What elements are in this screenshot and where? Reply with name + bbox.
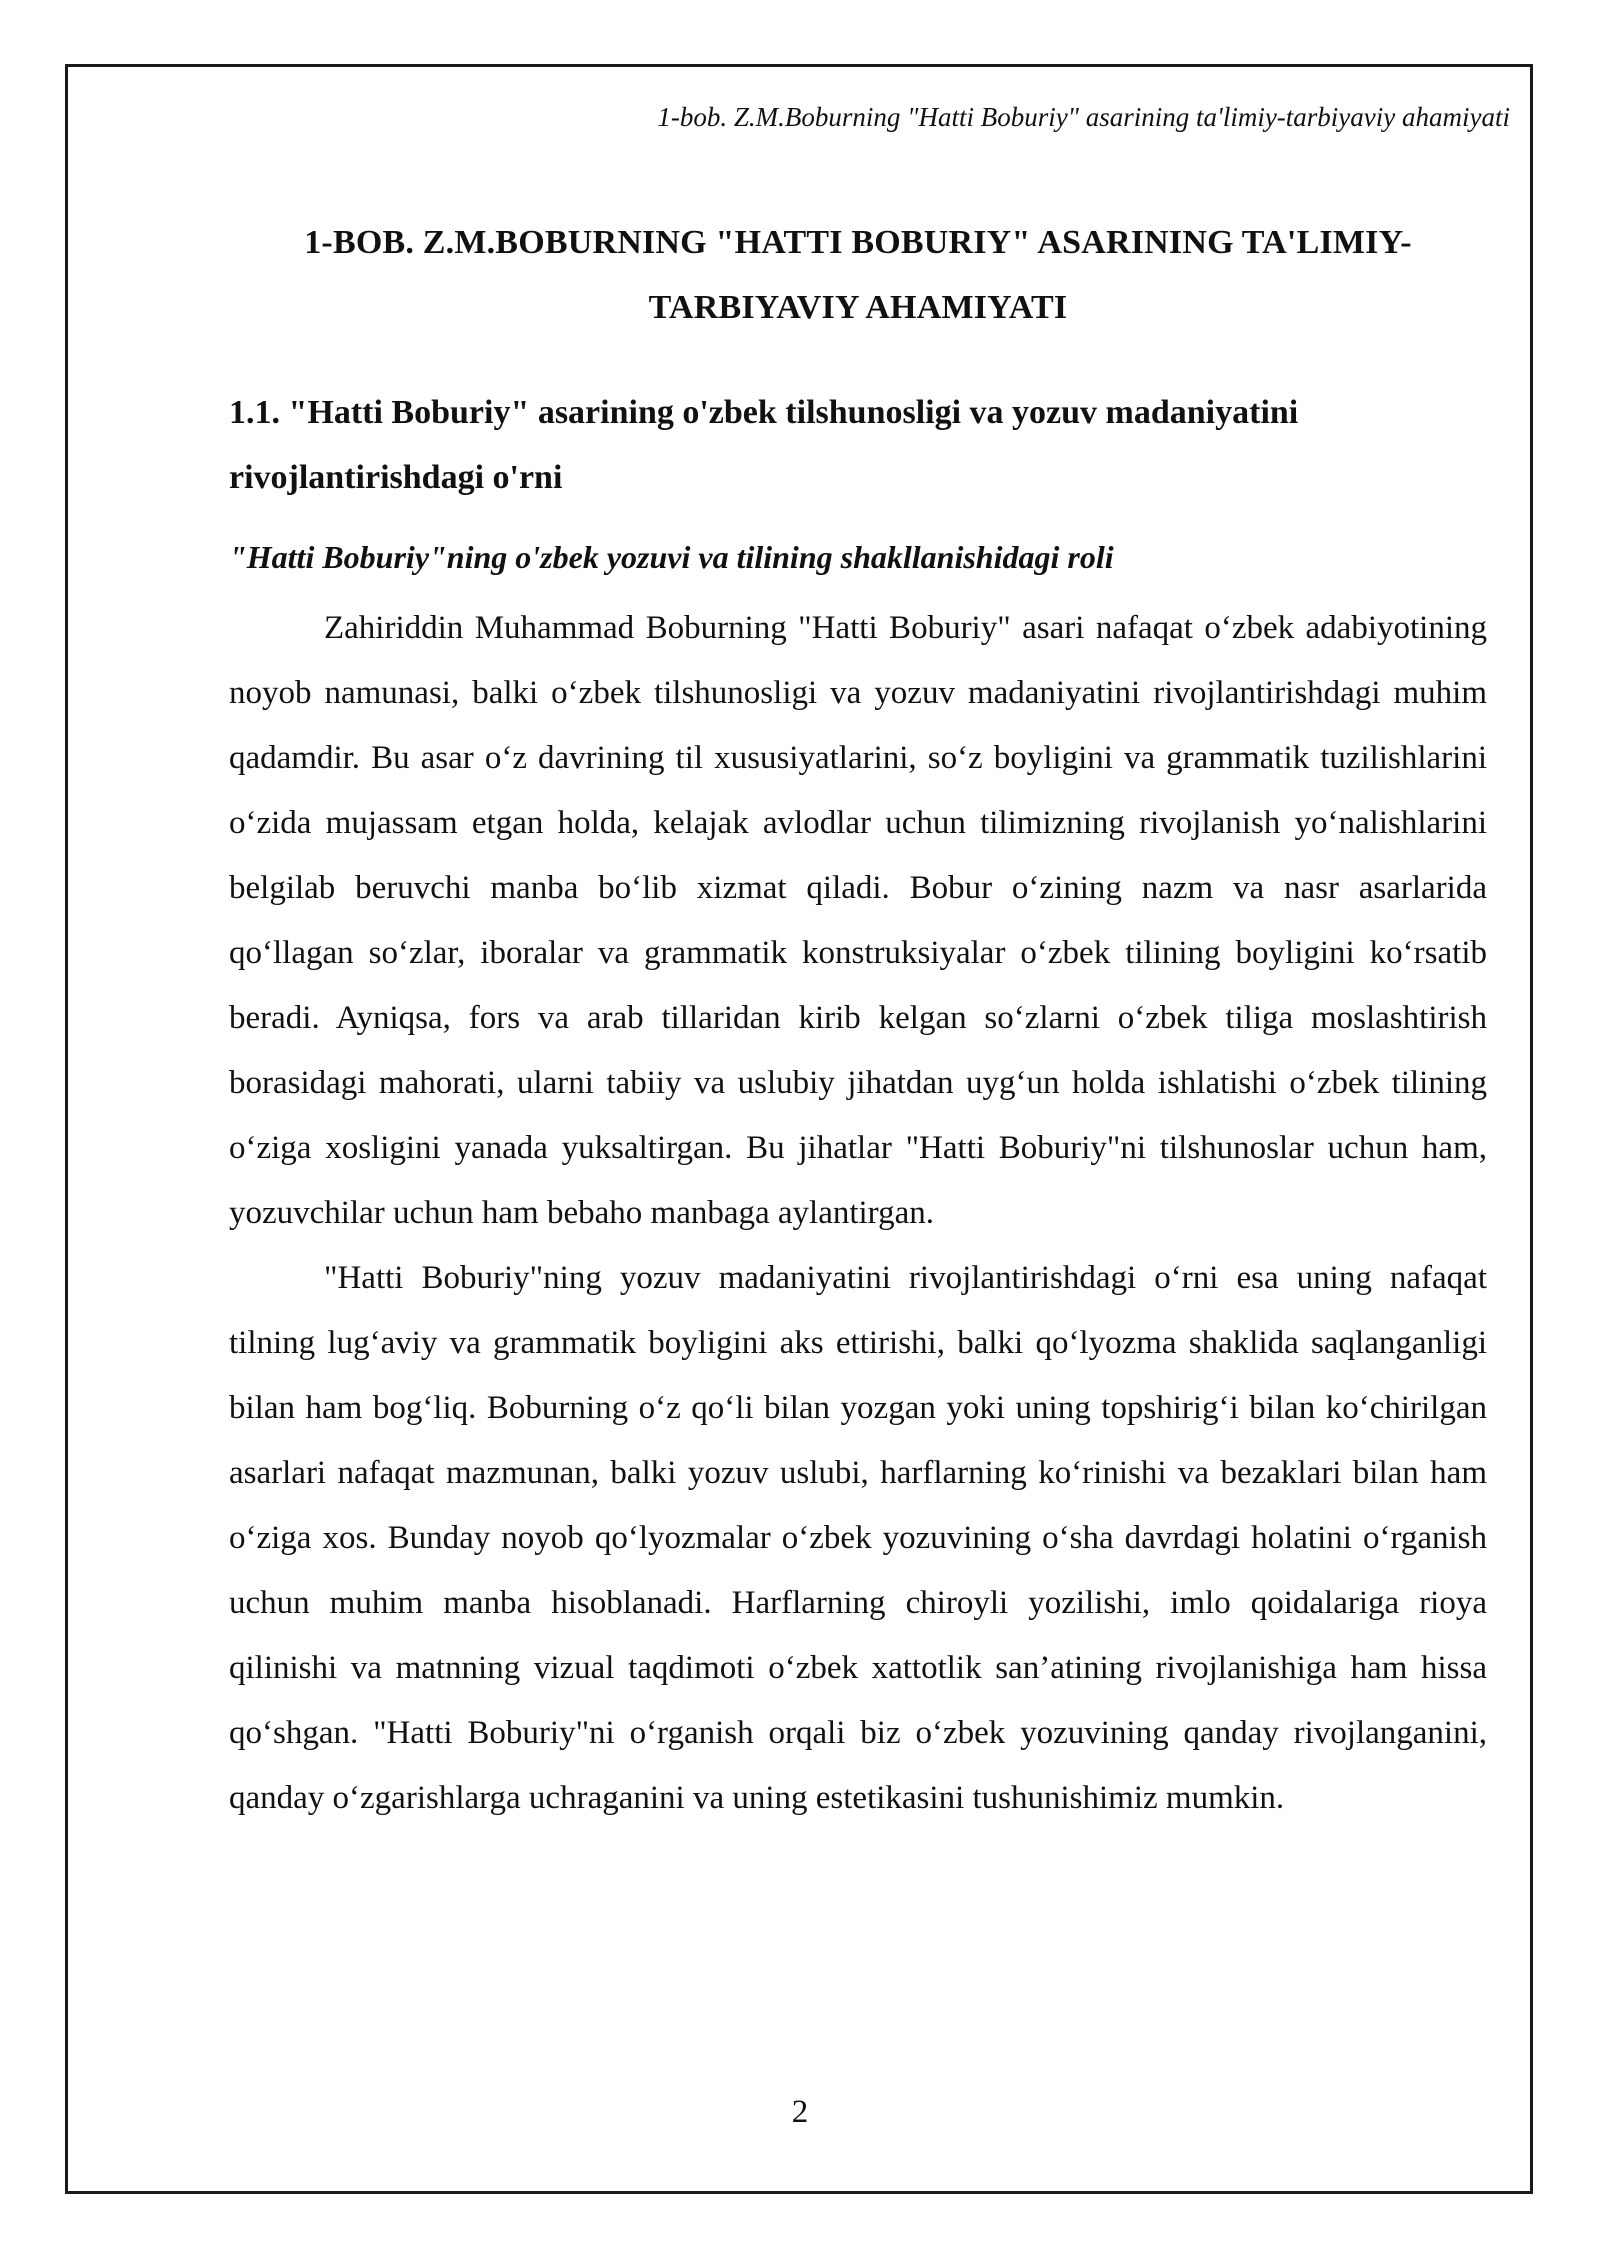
page-content <box>229 210 1487 1831</box>
page-number: 2 <box>791 2094 809 2130</box>
section-title: 1.1. "Hatti Boburiy" asarining o'zbek tilshunosligi va yozuv madaniyatini rivojlantirishdagi o'rni <box>229 394 1299 496</box>
chapter-title: 1-BOB. Z.M.BOBURNING "HATTI BOBURIY" ASARINING TA'LIMIY-TARBIYAVIY AHAMIYATI <box>304 224 1412 326</box>
body-paragraph: "Hatti Boburiy"ning yozuv madaniyatini rivojlantirishdagi o‘rni esa uning nafaqat tilning lug‘aviy va grammatik boyligini aks ettirishi, balki qo‘lyozma shaklida saqlanganligi bilan ham bog‘liq. Boburning o‘z qo‘li bilan yozgan yoki uning topshirig‘i bilan ko‘chirilgan asarlari nafaqat mazmunan, balki yozuv uslubi, harflarning ko‘rinishi va bezaklari bilan ham o‘ziga xos. Bunday noyob qo‘lyozmalar o‘zbek yozuvining o‘sha davrdagi holatini o‘rganish uchun muhim manba hisoblanadi. Harflarning chiroyli yozilishi, imlo qoidalariga rioya qilinishi va matnning vizual taqdimoti o‘zbek xattotlik san’atining rivojlanishiga ham hissa qo‘shgan. "Hatti Boburiy"ni o‘rganish orqali biz o‘zbek yozuvining qanday rivojlanganini, qanday o‘zgarishlarga uchraganini va uning estetikasini tushunishimiz mumkin. <box>229 1260 1487 1816</box>
body-paragraph: Zahiriddin Muhammad Boburning "Hatti Boburiy" asari nafaqat o‘zbek adabiyotining noyob namunasi, balki o‘zbek tilshunosligi va yozuv madaniyatini rivojlantirishdagi muhim qadamdir. Bu asar o‘z davrining til xususiyatlarini, so‘z boyligini va grammatik tuzilishlarini o‘zida mujassam etgan holda, kelajak avlodlar uchun tilimizning rivojlanish yo‘nalishlarini belgilab beruvchi manba bo‘lib xizmat qiladi. Bobur o‘zining nazm va nasr asarlarida qo‘llagan so‘zlar, iboralar va grammatik konstruksiyalar o‘zbek tilining boyligini ko‘rsatib beradi. Ayniqsa, fors va arab tillaridan kirib kelgan so‘zlarni o‘zbek tiliga moslashtirish borasidagi mahorati, ularni tabiiy va uslubiy jihatdan uyg‘un holda ishlatishi o‘zbek tilining o‘ziga xosligini yanada yuksaltirgan. Bu jihatlar "Hatti Boburiy"ni tilshunoslar uchun ham, yozuvchilar uchun ham bebaho manbaga aylantirgan. <box>229 610 1487 1231</box>
subsection-title: "Hatti Boburiy"ning o'zbek yozuvi va tilining shakllanishidagi roli <box>229 539 1114 575</box>
running-header: 1-bob. Z.M.Boburning "Hatti Boburiy" asarining ta'limiy-tarbiyaviy ahamiyati <box>657 102 1510 132</box>
